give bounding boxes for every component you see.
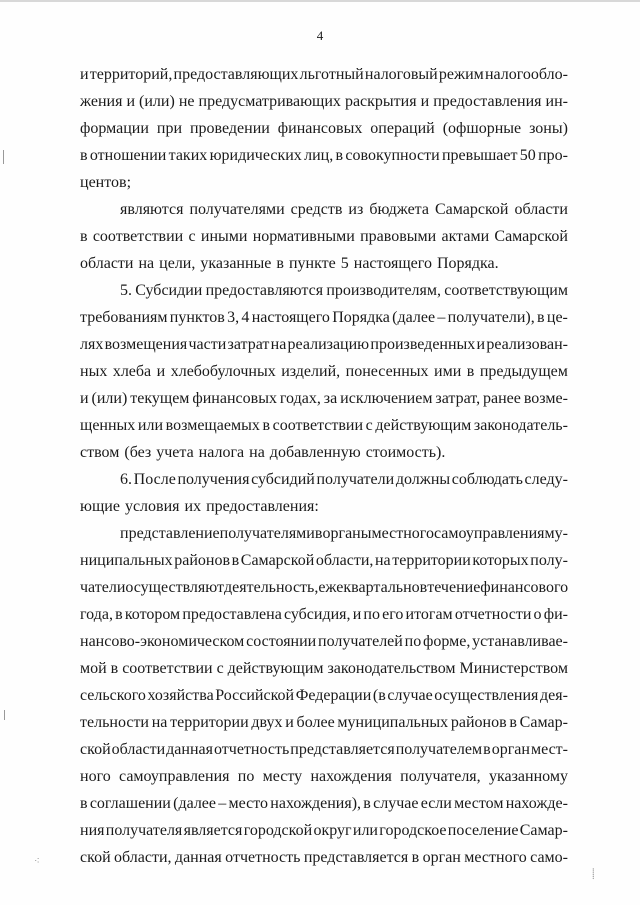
text-word: требованиям xyxy=(80,309,168,326)
text-word: в xyxy=(411,849,420,866)
text-line xyxy=(80,601,568,628)
text-word: осуществляют xyxy=(125,579,224,596)
text-word: части xyxy=(188,336,227,353)
text-word: по xyxy=(237,768,255,785)
text-word: операций xyxy=(370,120,435,137)
text-word: ин- xyxy=(545,93,568,110)
text-word: форме, xyxy=(423,633,471,650)
text-word: (в xyxy=(372,687,386,704)
text-word: жения xyxy=(80,93,123,110)
scan-margin-mark xyxy=(3,150,4,164)
text-word: поселение xyxy=(447,822,519,839)
text-word: финансовых xyxy=(192,390,277,407)
text-line xyxy=(80,439,568,466)
text-word: с xyxy=(188,228,196,245)
text-line xyxy=(80,628,568,655)
text-line xyxy=(80,169,568,196)
text-word: получения xyxy=(177,471,250,488)
text-word: указанному xyxy=(488,768,568,785)
text-word: состоянии xyxy=(246,633,317,650)
text-word: и xyxy=(156,363,166,380)
text-word: и xyxy=(285,714,294,731)
text-word: из xyxy=(348,201,364,218)
text-word: место xyxy=(228,795,269,812)
text-word: 6. xyxy=(120,471,132,488)
text-word: территории xyxy=(392,552,471,569)
text-line xyxy=(80,115,568,142)
text-word: отношении xyxy=(89,147,167,164)
text-word: получателями xyxy=(189,201,285,218)
text-word: нахожде- xyxy=(505,795,568,812)
text-word: случае xyxy=(373,795,419,812)
text-word: налогообло- xyxy=(484,66,568,83)
text-word: районов xyxy=(450,714,507,731)
text-word: 3, xyxy=(227,309,240,326)
text-word: действующим xyxy=(227,660,324,677)
text-word: пунктов xyxy=(169,309,225,326)
text-word: в xyxy=(314,525,323,542)
text-word: устанавливае- xyxy=(472,633,568,650)
text-line xyxy=(80,817,568,844)
text-word: в xyxy=(80,795,88,812)
text-word: ющие xyxy=(80,498,120,515)
text-word: в xyxy=(262,417,271,434)
text-word: на xyxy=(270,336,287,353)
text-word: мой xyxy=(80,660,107,677)
text-word: соответствии xyxy=(122,660,213,677)
text-line xyxy=(80,466,568,493)
text-word: получателя, xyxy=(400,768,481,785)
text-word: затрат xyxy=(227,336,270,353)
text-word: 4 xyxy=(241,309,250,326)
text-word: дея- xyxy=(540,687,568,704)
text-word: в xyxy=(110,660,119,677)
text-word: иными xyxy=(200,228,248,245)
text-line xyxy=(80,736,568,763)
text-line xyxy=(80,250,568,277)
text-word: ниципальных xyxy=(80,552,173,569)
text-word: (далее xyxy=(173,795,217,812)
text-word: Самар- xyxy=(519,714,568,731)
text-word: городское xyxy=(379,822,447,839)
text-word: местом xyxy=(454,795,504,812)
text-word: добавленную xyxy=(269,444,361,461)
text-word: финансового xyxy=(480,579,569,596)
text-word: Порядка xyxy=(332,309,390,326)
text-line xyxy=(80,655,568,682)
text-word: юридических xyxy=(209,147,302,164)
text-word: 5. xyxy=(120,282,132,299)
text-word: районов xyxy=(174,552,231,569)
text-word: территории xyxy=(170,714,249,731)
text-word: совокупности xyxy=(345,147,440,164)
text-word: соглашении xyxy=(89,795,171,812)
text-word: представляется xyxy=(290,741,395,758)
text-word: данная xyxy=(174,849,222,866)
text-word: местного xyxy=(371,525,434,542)
text-word: предоставлена xyxy=(182,606,282,623)
text-word: предоставляются xyxy=(205,282,324,299)
text-word: отчетность xyxy=(213,741,290,758)
text-word: в xyxy=(231,552,240,569)
text-word: являются xyxy=(120,201,184,218)
text-word: предыдущем xyxy=(479,363,568,380)
text-word: налога xyxy=(198,444,245,461)
text-word: стоимость). xyxy=(365,444,446,461)
text-word: реализован- xyxy=(486,336,568,353)
text-word: случае xyxy=(387,687,433,704)
text-word: в xyxy=(80,228,88,245)
text-word: предусматривающих xyxy=(198,93,341,110)
text-word: (без xyxy=(124,444,152,461)
text-word: и xyxy=(126,93,136,110)
text-word: соответствии xyxy=(92,228,184,245)
text-word: После xyxy=(133,471,176,488)
text-word: бюджета xyxy=(369,201,429,218)
text-word: условия xyxy=(124,498,180,515)
text-word: производителям, xyxy=(326,282,442,299)
text-word: му- xyxy=(544,525,568,542)
text-word: в xyxy=(537,309,545,326)
text-word: осуществления xyxy=(434,687,539,704)
text-word: в xyxy=(363,795,371,812)
text-word: муниципальных xyxy=(337,714,449,731)
text-word: получатели xyxy=(316,471,395,488)
text-word: в xyxy=(115,606,123,623)
text-word: налоговый xyxy=(364,66,438,83)
text-word: деятельность, xyxy=(224,579,319,596)
text-word: действующим xyxy=(375,417,472,434)
text-word: представление xyxy=(120,525,220,542)
text-word: о xyxy=(533,606,542,623)
text-word: исключением xyxy=(340,390,433,407)
text-word: (далее xyxy=(392,309,436,326)
text-word: городской xyxy=(243,822,313,839)
text-word: субсидий xyxy=(251,471,315,488)
text-line xyxy=(80,412,568,439)
text-word: течение xyxy=(427,579,481,596)
text-word: Самарской xyxy=(434,201,509,218)
text-word: месту xyxy=(262,768,303,785)
text-word: указанные xyxy=(200,255,272,272)
text-word: реализацию xyxy=(287,336,370,353)
text-word: нансово-экономическом xyxy=(80,633,245,650)
text-word: его xyxy=(382,606,404,623)
text-word: местного xyxy=(464,849,527,866)
text-word: чатели xyxy=(80,579,126,596)
text-word: их xyxy=(184,498,202,515)
text-word: ежеквартально xyxy=(318,579,420,596)
text-word: и xyxy=(80,390,89,407)
text-word: получателя xyxy=(105,822,183,839)
text-word: в xyxy=(483,741,491,758)
text-word: с xyxy=(365,417,373,434)
text-line xyxy=(80,358,568,385)
page-number: 4 xyxy=(316,28,324,43)
text-word: по xyxy=(363,606,380,623)
text-word: хлеба xyxy=(112,363,152,380)
text-word: итогам xyxy=(405,606,453,623)
text-word: учета xyxy=(156,444,194,461)
text-word: ния xyxy=(80,822,105,839)
text-word: про- xyxy=(538,147,568,164)
text-line xyxy=(80,574,568,601)
text-word: нормативными xyxy=(252,228,355,245)
text-word: при xyxy=(156,120,183,137)
text-line xyxy=(80,385,568,412)
text-word: на xyxy=(151,714,168,731)
scan-artifact-mark: ⁖ xyxy=(34,856,40,867)
text-word: превышает xyxy=(441,147,518,164)
text-word: Порядка. xyxy=(436,255,499,272)
text-word: и xyxy=(352,606,362,623)
text-line xyxy=(80,277,568,304)
text-word: проведении xyxy=(189,120,270,137)
text-word: законодательством xyxy=(327,660,456,677)
text-word: хлебобулочных xyxy=(170,363,276,380)
text-word: и xyxy=(476,336,486,353)
text-word: более xyxy=(296,714,335,731)
text-line xyxy=(80,196,568,223)
text-word: Субсидии xyxy=(135,282,203,299)
text-word: отчетности xyxy=(454,606,532,623)
text-word: произведенных xyxy=(370,336,476,353)
text-word: ими xyxy=(434,363,462,380)
text-word: территорий, xyxy=(89,66,173,83)
top-edge-rule xyxy=(0,0,640,2)
text-line xyxy=(80,844,568,871)
text-word: Самарской xyxy=(240,552,315,569)
text-word: понесенных xyxy=(345,363,429,380)
text-word: которых xyxy=(472,552,529,569)
text-line xyxy=(80,304,568,331)
text-word: самоуправления xyxy=(434,525,545,542)
text-line xyxy=(80,493,568,520)
text-word: или xyxy=(352,822,378,839)
text-line xyxy=(80,682,568,709)
text-word: полу- xyxy=(530,552,568,569)
text-word: изделий, xyxy=(281,363,341,380)
text-word: области, xyxy=(114,849,172,866)
text-word: настоящего xyxy=(251,309,330,326)
text-word: возмещения xyxy=(104,336,188,353)
text-word: должны xyxy=(395,471,451,488)
text-word: законодатель- xyxy=(473,417,568,434)
text-word: предоставления xyxy=(433,93,542,110)
text-word: соответствующим xyxy=(444,282,568,299)
document-body xyxy=(80,61,568,871)
text-word: Федерации xyxy=(295,687,372,704)
text-word: орган xyxy=(491,741,530,758)
text-word: двух xyxy=(251,714,283,731)
text-word: по xyxy=(404,633,422,650)
text-word: финансовых xyxy=(277,120,363,137)
text-word: предоставления: xyxy=(206,498,319,515)
text-word: тельности xyxy=(80,714,149,731)
text-word: раскрытия xyxy=(344,93,417,110)
text-word: годах, xyxy=(279,390,321,407)
text-word: получателей xyxy=(318,633,403,650)
text-line xyxy=(80,331,568,358)
text-word: орган xyxy=(422,849,461,866)
text-word: является xyxy=(183,822,243,839)
text-word: получателями xyxy=(219,525,315,542)
text-word: настоящего xyxy=(353,255,432,272)
text-line xyxy=(80,61,568,88)
text-word: текущем xyxy=(130,390,190,407)
text-word: получателем xyxy=(395,741,483,758)
text-line xyxy=(80,790,568,817)
text-word: (или) xyxy=(139,93,175,110)
text-word: данная xyxy=(166,741,213,758)
text-word: ством xyxy=(80,444,120,461)
text-word: не xyxy=(178,93,195,110)
text-word: котором xyxy=(124,606,181,623)
text-word: само- xyxy=(530,849,568,866)
text-word: це- xyxy=(546,309,568,326)
text-word: области xyxy=(111,741,166,758)
text-word: отчетность xyxy=(225,849,301,866)
scan-margin-mark xyxy=(4,710,5,720)
text-word: Самарской xyxy=(494,228,568,245)
text-word: льготный xyxy=(299,66,364,83)
text-word: с xyxy=(216,660,224,677)
text-line xyxy=(80,547,568,574)
text-word: режим xyxy=(438,66,484,83)
text-word: самоуправления xyxy=(119,768,230,785)
text-word: и xyxy=(420,93,430,110)
text-word: ных xyxy=(80,363,108,380)
text-word: (или) xyxy=(91,390,128,407)
text-word: возмещаемых xyxy=(165,417,260,434)
text-word: ской xyxy=(80,849,111,866)
text-word: субсидия, xyxy=(283,606,351,623)
text-word: органы xyxy=(322,525,372,542)
text-word: ской xyxy=(80,741,111,758)
text-word: хозяйства xyxy=(147,687,214,704)
text-word: лях xyxy=(80,336,104,353)
text-word: области, xyxy=(315,552,374,569)
scan-artifact-mark: ⸽ xyxy=(592,869,595,880)
text-word: средств xyxy=(290,201,343,218)
text-word: – xyxy=(218,795,227,812)
text-line xyxy=(80,709,568,736)
text-line xyxy=(80,142,568,169)
text-word: Российской xyxy=(215,687,295,704)
text-word: центов; xyxy=(80,174,132,191)
text-word: в xyxy=(509,714,517,731)
text-word: или xyxy=(137,417,164,434)
text-word: Самар- xyxy=(519,822,568,839)
text-word: получатели), xyxy=(447,309,535,326)
text-word: за xyxy=(323,390,338,407)
text-word: 5 xyxy=(340,255,349,272)
text-word: и xyxy=(80,66,89,83)
text-word: представляется xyxy=(303,849,409,866)
text-word: цели, xyxy=(159,255,196,272)
text-word: в xyxy=(276,255,284,272)
text-word: 50 xyxy=(519,147,536,164)
text-word: нахождения), xyxy=(270,795,362,812)
text-word: Министерством xyxy=(459,660,568,677)
text-word: таких xyxy=(168,147,208,164)
text-word: в xyxy=(335,147,344,164)
text-word: области xyxy=(514,201,568,218)
text-word: правовыми xyxy=(360,228,437,245)
text-word: следу- xyxy=(524,471,568,488)
text-word: если xyxy=(420,795,452,812)
text-word: ного xyxy=(80,768,111,785)
text-word: в xyxy=(466,363,475,380)
text-word: округ xyxy=(313,822,352,839)
text-word: зоны) xyxy=(529,120,568,137)
text-word: фи- xyxy=(543,606,568,623)
text-word: в xyxy=(419,579,428,596)
text-word: на xyxy=(249,444,265,461)
text-word: актами xyxy=(441,228,490,245)
text-word: (офшорные xyxy=(442,120,522,137)
text-word: мест- xyxy=(530,741,568,758)
text-word: в xyxy=(80,147,88,164)
text-word: на xyxy=(374,552,391,569)
text-word: года, xyxy=(80,606,113,623)
text-word: сельского xyxy=(80,687,146,704)
text-word: на xyxy=(138,255,155,272)
text-word: пункте xyxy=(288,255,336,272)
text-word: области xyxy=(80,255,134,272)
text-word: ранее xyxy=(483,390,521,407)
text-word: лиц, xyxy=(304,147,334,164)
text-line xyxy=(80,520,568,547)
text-line xyxy=(80,763,568,790)
text-word: нахождения xyxy=(310,768,392,785)
text-word: затрат, xyxy=(435,390,481,407)
text-word: соответствии xyxy=(272,417,364,434)
text-line xyxy=(80,88,568,115)
text-word: возме- xyxy=(523,390,568,407)
text-word: предоставляющих xyxy=(173,66,299,83)
text-word: формации xyxy=(80,120,149,137)
text-word: щенных xyxy=(80,417,136,434)
text-word: соблюдать xyxy=(451,471,523,488)
text-line xyxy=(80,223,568,250)
text-word: – xyxy=(437,309,446,326)
